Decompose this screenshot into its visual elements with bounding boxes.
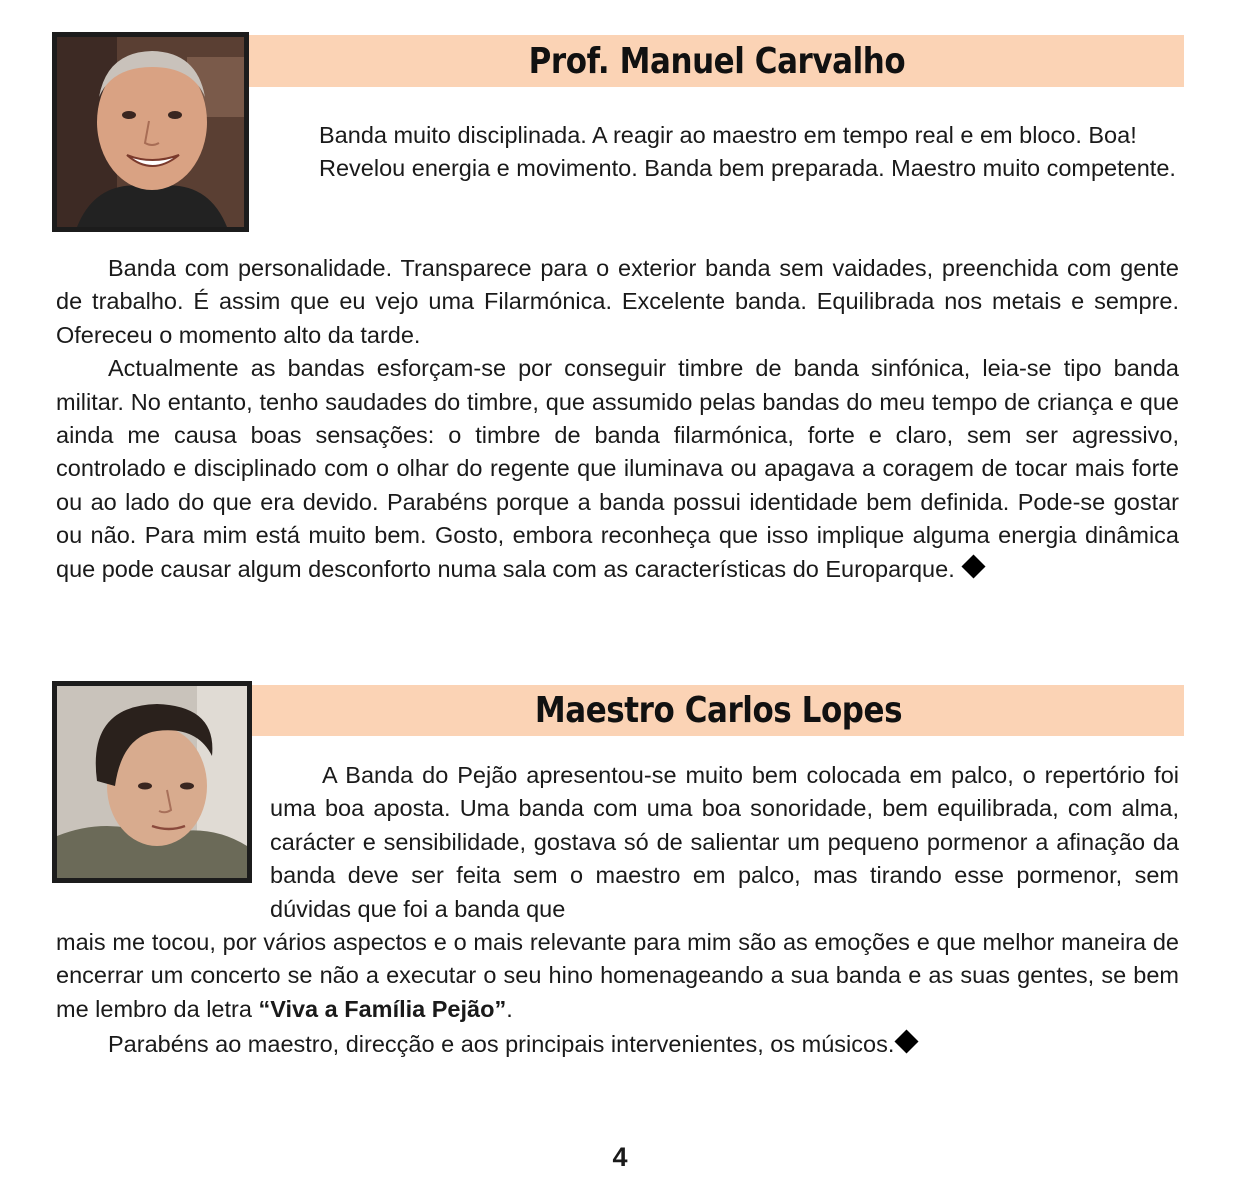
paragraph	[56, 352, 1179, 586]
section-title-banner	[252, 685, 1184, 736]
paragraph-text: Actualmente as bandas esforçam-se por conseguir timbre de banda sinfónica, leia-se tipo banda militar. No entanto, tenho saudades do timbre, que assumido pelas bandas do meu tempo de criança e que ainda me causa boas sensações: o timbre de banda filarmónica, forte e claro, sem ser agressivo, controlado e disciplinado com o olhar do regente que iluminava ou apagava a coragem de tocar mais forte ou ao lado do que era devido. Parabéns porque a banda possui identidade bem definida. Pode-se gostar ou não. Para mim está muito bem. Gosto, embora reconheça que isso implique alguma energia dinâmica que pode causar algum desconforto numa sala com as características do Europarque.	[56, 355, 1179, 582]
end-mark-icon	[895, 1030, 919, 1054]
paragraph-text: Parabéns ao maestro, direcção e aos principais intervenientes, os músicos.	[108, 1031, 895, 1058]
end-mark-icon	[961, 554, 985, 578]
paragraph: Banda com personalidade. Transparece para o exterior banda sem vaidades, preenchida com gente de trabalho. É assim que eu vejo uma Filarmónica. Excelente banda. Equilibrada nos metais e sempre. Ofereceu o momento alto da tarde.	[56, 255, 1179, 348]
paragraph: A Banda do Pejão apresentou-se muito bem colocada em palco, o repertório foi uma boa aposta. Uma banda com uma boa sonoridade, bem equilibrada, com alma, carácter e sensibilidade, gostava só de salientar um pequeno pormenor a afinação da banda deve ser feita sem o maestro em palco, mas tirando esse pormenor, sem dúvidas que foi a banda que	[270, 762, 1179, 922]
page-number: 4	[612, 1142, 628, 1172]
paragraph: Banda muito disciplinada. A reagir ao maestro em tempo real e em bloco. Boa!	[319, 122, 1137, 148]
article-body-wrapped	[267, 119, 1179, 186]
paragraph: Revelou energia e movimento. Banda bem preparada. Maestro muito competente.	[319, 155, 1176, 182]
article-body	[56, 252, 1179, 586]
article-body-wrapped	[270, 759, 1179, 926]
portrait-manuel-carvalho	[52, 32, 249, 232]
section-title-banner	[249, 35, 1184, 87]
paragraph	[56, 926, 1179, 1026]
paragraph-end: .	[506, 995, 513, 1022]
paragraph-text: mais me tocou, por vários aspectos e o mais relevante para mim são as emoções e que melhor maneira de encerrar um concerto se não a executar o seu hino homenageando a sua banda e as suas gentes, se bem me lembro da letra	[56, 929, 1179, 1022]
article-body	[56, 926, 1179, 1062]
paragraph	[56, 1028, 1179, 1061]
section-title: Prof. Manuel Carvalho	[528, 40, 905, 82]
section-title: Maestro Carlos Lopes	[534, 690, 902, 731]
portrait-carlos-lopes	[52, 681, 252, 883]
song-title: “Viva a Família Pejão”	[258, 995, 507, 1022]
